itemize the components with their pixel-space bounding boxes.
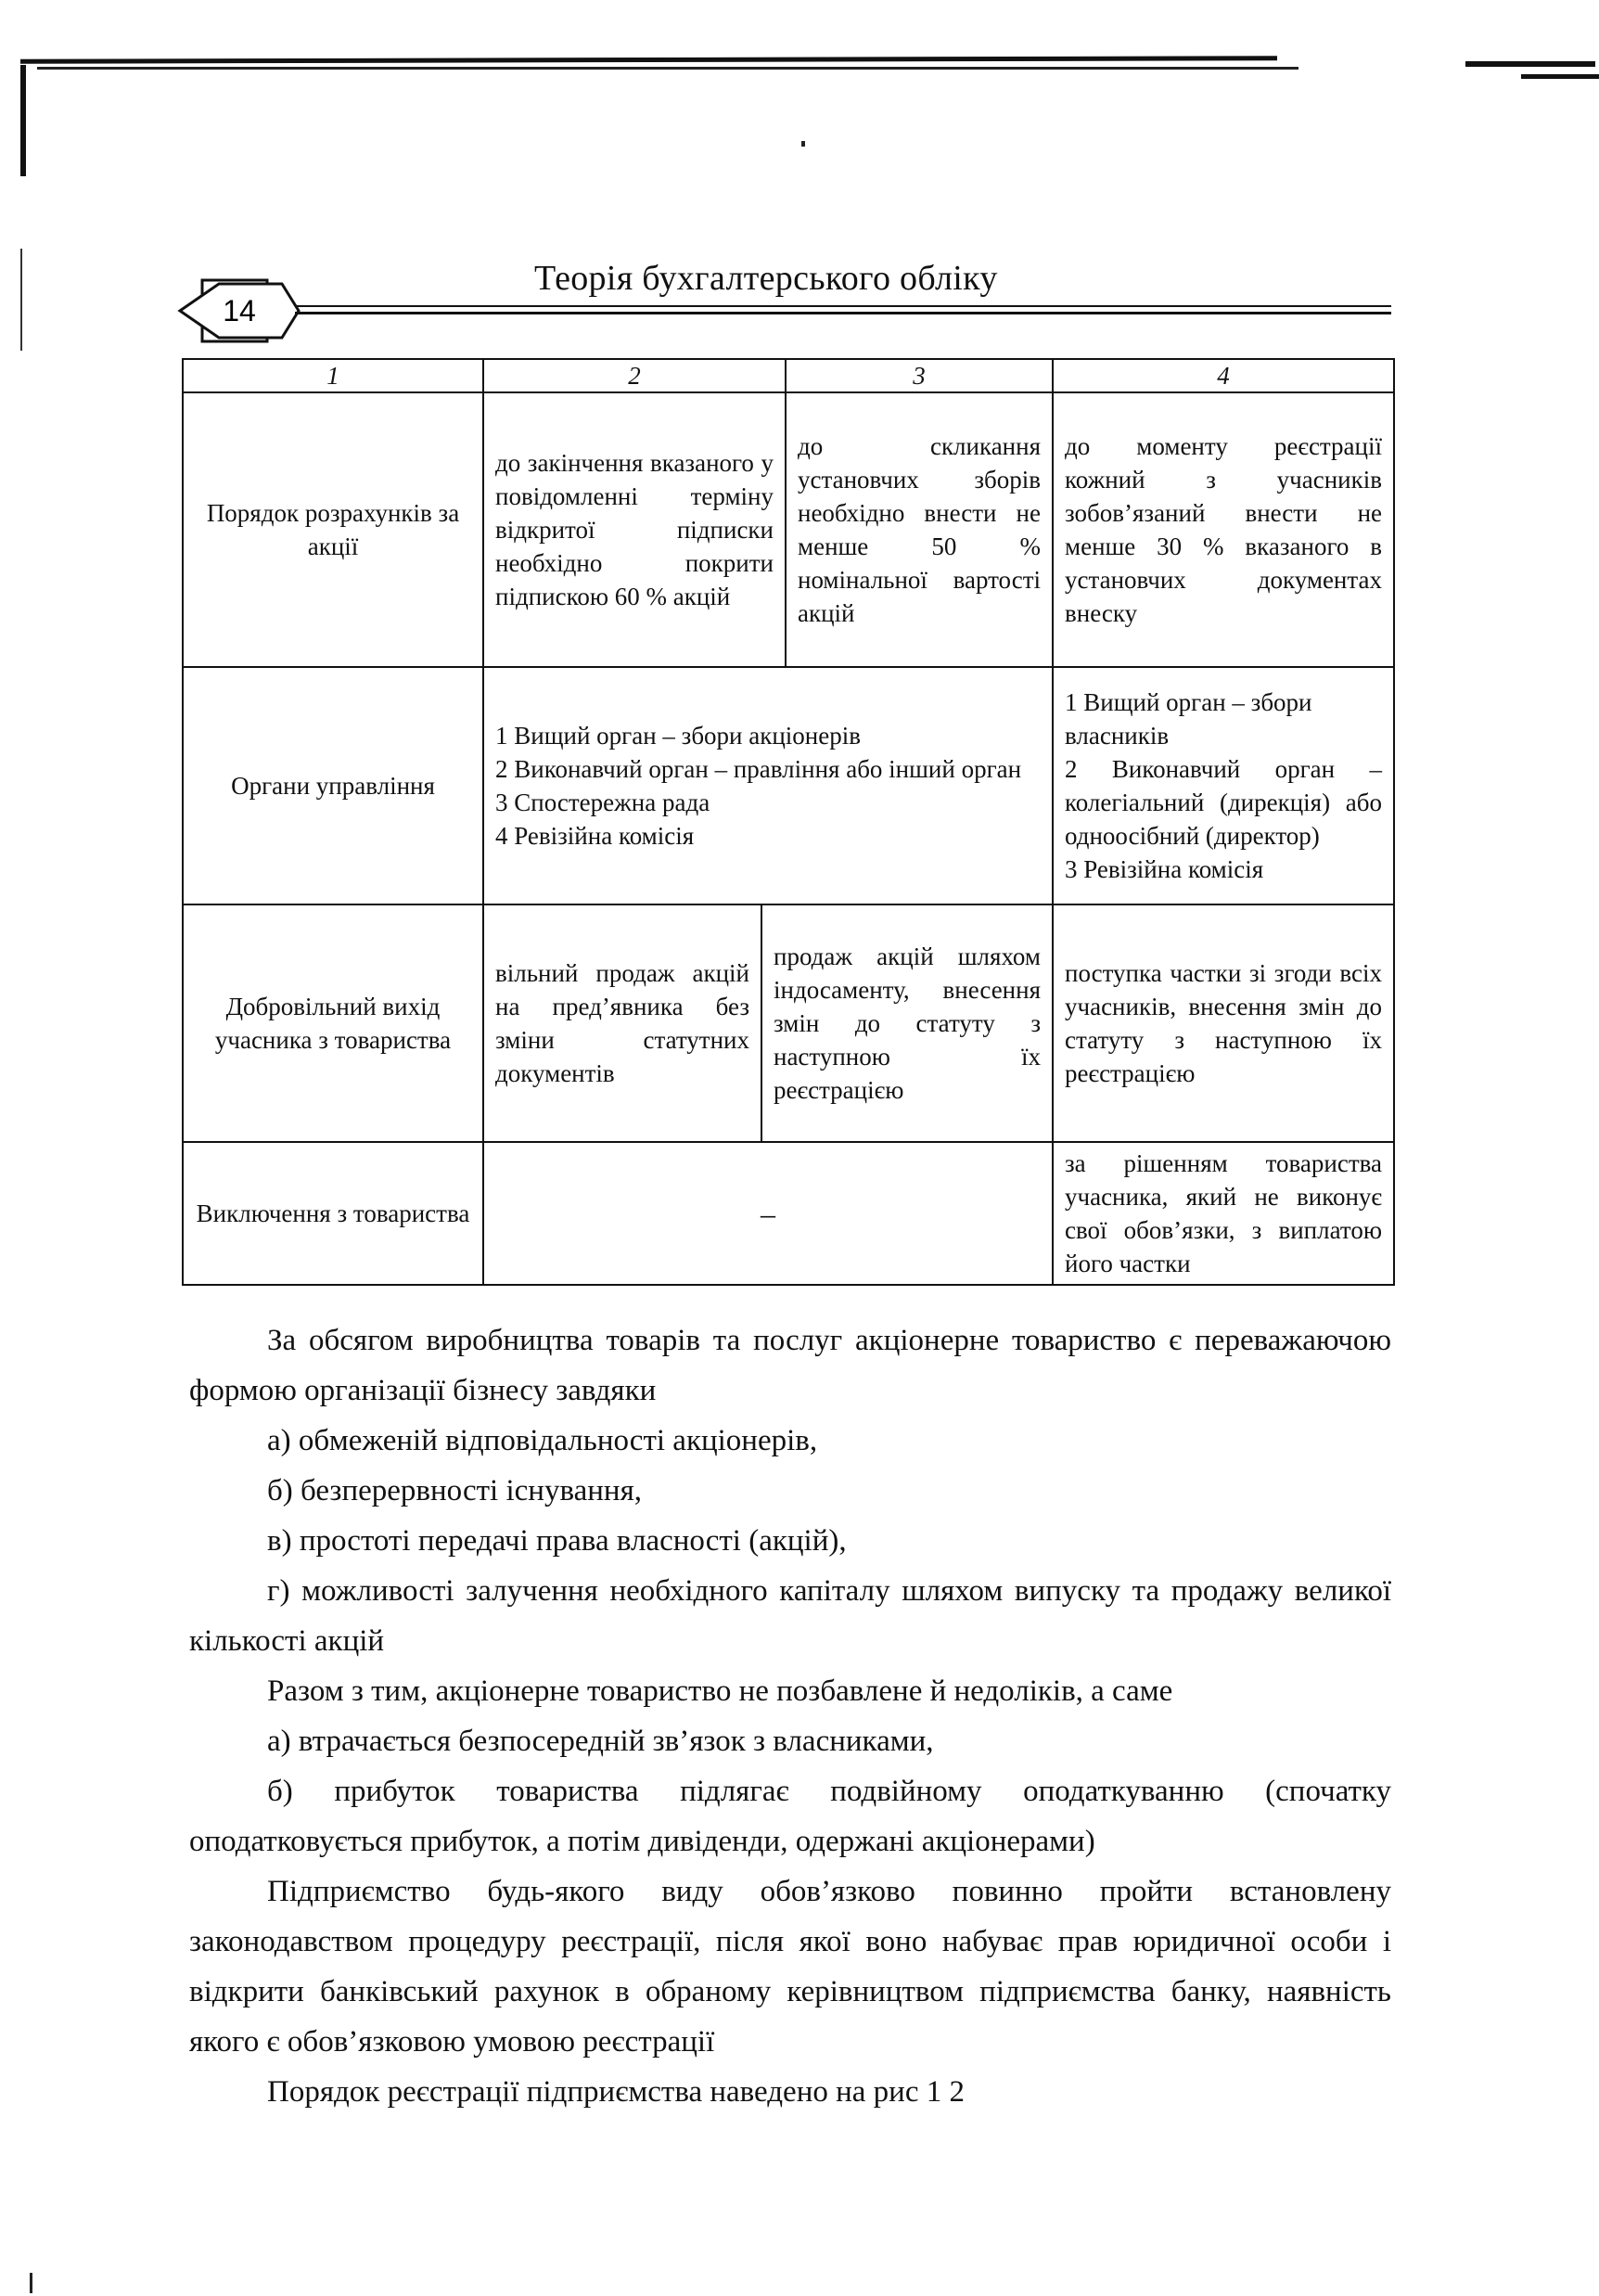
page-number-frame (174, 275, 304, 347)
scan-speck (30, 2273, 32, 2293)
row-label: Порядок розрахунків за акції (183, 392, 483, 667)
list-item: 2 Виконавчий орган – правління або інший орган (495, 755, 1022, 783)
list-item-text: в) простоті передачі права власності (акцій), (267, 1524, 847, 1558)
column-number: 3 (786, 359, 1053, 392)
scan-margin-mark (20, 249, 22, 351)
paragraph-text: Підприємство будь-якого виду обов’язково повинно пройти встановлену законодавством процедуру реєстрації, після якої воно набуває прав юридичної особи і відкрити банківський рахунок в обраному керівництвом підприємства банку, наявність якого є обов’язковою умовою реєстрації (189, 1875, 1391, 2059)
list-item (189, 1416, 1391, 1466)
paragraph-text: Порядок реєстрації підприємства наведено на рис 1 2 (267, 2075, 965, 2109)
list-item: 1 Вищий орган – збори власників (1065, 688, 1312, 750)
table-row (183, 392, 1394, 667)
table-cell: вільний продаж акцій на пред’явника без зміни статутних документів (483, 904, 761, 1142)
row-label: Виключення з товариства (183, 1142, 483, 1285)
table-row (183, 904, 1394, 1142)
header-rule (295, 312, 1391, 314)
list-item (189, 1566, 1391, 1666)
column-number: 2 (483, 359, 786, 392)
table-cell: поступка частки зі згоди всіх учасників, внесення змін до статуту з наступною їх реєстрацією (1053, 904, 1394, 1142)
list-item: 3 Ревізійна комісія (1065, 855, 1264, 883)
row-label: Органи управління (183, 667, 483, 904)
scan-edge-line (1521, 74, 1599, 79)
list-item-text: б) прибуток товариства підлягає подвійному оподаткуванню (спочатку оподатковується прибуток, а потім дивіденди, одержані акціонерами) (189, 1775, 1391, 1858)
page-number-badge (174, 275, 304, 347)
table-cell (483, 667, 1053, 904)
scan-edge-line (20, 56, 1277, 64)
column-number: 1 (183, 359, 483, 392)
list-item-text: а) втрачається безпосередній зв’язок з власниками, (267, 1725, 934, 1758)
list-item (189, 1766, 1391, 1866)
list-item: 1 Вищий орган – збори акціонерів (495, 722, 861, 750)
paragraph (189, 1315, 1391, 1416)
scan-speck (801, 141, 805, 147)
table-cell: до скликання установчих зборів необхідно внести не менше 50 % номінальної вартості акцій (786, 392, 1053, 667)
list-item (189, 1716, 1391, 1766)
list-item: 2 Виконавчий орган – колегіальний (дирекція) або одноосібний (директор) (1065, 755, 1382, 850)
paragraph-text: За обсягом виробництва товарів та послуг акціонерне товариство є переважаючою формою організації бізнесу завдяки (189, 1324, 1391, 1407)
comparison-table (182, 358, 1395, 1286)
list-item: 4 Ревізійна комісія (495, 822, 695, 850)
table-cell: за рішенням товариства учасника, який не виконує свої обов’язки, з виплатою його частки (1053, 1142, 1394, 1285)
list-item (189, 1516, 1391, 1566)
scan-corner-mark (20, 65, 26, 176)
page-number: 14 (223, 294, 256, 327)
column-number: 4 (1053, 359, 1394, 392)
paragraph-text: Разом з тим, акціонерне товариство не позбавлене й недоліків, а саме (267, 1674, 1173, 1708)
table-header-row (183, 359, 1394, 392)
table-cell: до моменту реєстрації кожний з учасників зобов’язаний внести не менше 30 % вказаного в установчих документах внеску (1053, 392, 1394, 667)
table-cell: до закінчення вказаного у повідомленні терміну відкритої підписки необхідно покрити підпискою 60 % акцій (483, 392, 786, 667)
header-rule (295, 305, 1391, 307)
paragraph (189, 2067, 1391, 2117)
table-row (183, 667, 1394, 904)
scan-edge-line (1465, 61, 1595, 67)
list-item-text: а) обмеженій відповідальності акціонерів, (267, 1424, 818, 1457)
list-item (189, 1466, 1391, 1516)
table-cell: продаж акцій шляхом індосаменту, внесення змін до статуту з наступною їх реєстрацією (761, 904, 1053, 1142)
table-row (183, 1142, 1394, 1285)
table-cell (1053, 667, 1394, 904)
row-label: Добровільний вихід учасника з товариства (183, 904, 483, 1142)
list-item: 3 Спостережна рада (495, 789, 710, 816)
paragraph (189, 1666, 1391, 1716)
table-cell: – (483, 1142, 1053, 1285)
running-title: Теорія бухгалтерського обліку (534, 259, 998, 298)
paragraph (189, 1866, 1391, 2067)
list-item-text: б) безперервності існування, (267, 1474, 642, 1507)
scan-edge-line (37, 67, 1298, 70)
list-item-text: г) можливості залучення необхідного капіталу шляхом випуску та продажу великої кількості акцій (189, 1574, 1391, 1658)
